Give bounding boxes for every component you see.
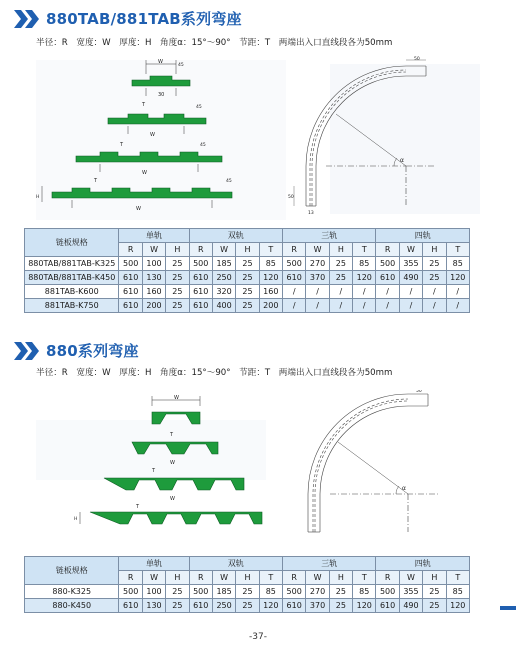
dim-w-label: W [174, 395, 179, 401]
value-cell: 400 [212, 299, 235, 313]
dim-t-label: T [94, 178, 98, 184]
value-cell: / [376, 299, 399, 313]
header-w: W [142, 243, 165, 257]
value-cell: 25 [166, 585, 189, 599]
header-h: H [236, 243, 259, 257]
value-cell: 130 [142, 271, 165, 285]
value-cell: 25 [236, 299, 259, 313]
header-h: H [329, 571, 352, 585]
double-chevron-icon [14, 342, 40, 360]
dim-t-label: T [152, 468, 156, 474]
header-w: W [212, 571, 235, 585]
value-cell: 500 [119, 585, 142, 599]
value-cell: 100 [142, 257, 165, 271]
header-double-rail: 双轨 [189, 557, 282, 571]
value-cell: 25 [236, 257, 259, 271]
header-single-rail: 单轨 [119, 229, 189, 243]
dim-50-label: 50 [288, 195, 294, 200]
header-r: R [189, 243, 212, 257]
parameter-description: 半径：R 宽度：W 厚度：H 角度α：15°～90° 节距：T 两端出入口直线段各为50mm [36, 368, 393, 378]
value-cell: 500 [283, 257, 306, 271]
table-row [25, 285, 470, 299]
value-cell: / [306, 299, 329, 313]
value-cell: 490 [399, 271, 422, 285]
value-cell: / [376, 285, 399, 299]
value-cell: / [423, 299, 446, 313]
value-cell: 610 [283, 599, 306, 613]
dim-t-label: T [136, 504, 140, 510]
header-h: H [166, 571, 189, 585]
value-cell: / [423, 285, 446, 299]
table-row [25, 257, 470, 271]
dim-45-label: 45 [178, 63, 184, 68]
profile-quad-rail [90, 512, 262, 524]
dim-45-label: 45 [226, 179, 232, 184]
profile-triple-rail [76, 152, 222, 162]
value-cell: 25 [236, 271, 259, 285]
value-cell: 490 [399, 599, 422, 613]
header-t: T [446, 571, 469, 585]
value-cell: 25 [423, 585, 446, 599]
header-h: H [236, 571, 259, 585]
model-cell: 880-K325 [25, 585, 119, 599]
header-h: H [423, 243, 446, 257]
value-cell: 355 [399, 585, 422, 599]
dim-w-label: W [150, 132, 155, 138]
value-cell: 25 [329, 257, 352, 271]
header-w: W [142, 571, 165, 585]
header-quad-rail: 四轨 [376, 229, 470, 243]
header-r: R [376, 571, 399, 585]
header-w: W [306, 571, 329, 585]
value-cell: 25 [329, 585, 352, 599]
value-cell: 85 [353, 585, 376, 599]
value-cell: 25 [329, 271, 352, 285]
spec-table-880 [24, 556, 470, 613]
value-cell: 160 [259, 285, 282, 299]
header-r: R [283, 243, 306, 257]
value-cell: 200 [142, 299, 165, 313]
header-t: T [446, 243, 469, 257]
profile-drawings-tab [36, 56, 296, 216]
value-cell: 25 [329, 599, 352, 613]
header-triple-rail: 三轨 [283, 557, 376, 571]
dim-t-label: T [120, 142, 124, 148]
value-cell: 370 [306, 271, 329, 285]
model-cell: 881TAB-K600 [25, 285, 119, 299]
value-cell: 120 [353, 271, 376, 285]
header-t: T [353, 243, 376, 257]
dim-50-label: 50 [414, 57, 420, 62]
header-quad-rail: 四轨 [376, 557, 470, 571]
header-w: W [399, 571, 422, 585]
parameter-description: 半径：R 宽度：W 厚度：H 角度α：15°～90° 节距：T 两端出入口直线段各为50mm [36, 38, 393, 48]
value-cell: 320 [212, 285, 235, 299]
value-cell: 130 [142, 599, 165, 613]
header-t: T [259, 243, 282, 257]
profile-single-rail [132, 76, 190, 86]
profile-triple-rail [104, 478, 244, 490]
value-cell: 500 [119, 257, 142, 271]
profile-drawings-880 [60, 392, 290, 532]
value-cell: / [329, 285, 352, 299]
dim-13-label: 13 [308, 211, 314, 216]
value-cell: 85 [259, 257, 282, 271]
value-cell: 610 [189, 299, 212, 313]
value-cell: / [353, 299, 376, 313]
value-cell: 500 [376, 257, 399, 271]
double-chevron-icon [14, 10, 40, 28]
value-cell: 120 [446, 599, 469, 613]
value-cell: 355 [399, 257, 422, 271]
header-h: H [329, 243, 352, 257]
table-row [25, 299, 470, 313]
model-cell: 880TAB/881TAB-K325 [25, 257, 119, 271]
angle-alpha-label: α [402, 485, 406, 492]
value-cell: 610 [189, 271, 212, 285]
value-cell: 120 [353, 599, 376, 613]
value-cell: 25 [423, 271, 446, 285]
profile-quad-rail [52, 188, 232, 198]
page-title: 880TAB/881TAB系列弯座 [46, 10, 242, 28]
value-cell: / [329, 299, 352, 313]
value-cell: / [306, 285, 329, 299]
value-cell: 185 [212, 257, 235, 271]
value-cell: 610 [119, 599, 142, 613]
value-cell: 370 [306, 599, 329, 613]
value-cell: 500 [189, 585, 212, 599]
value-cell: 25 [236, 599, 259, 613]
value-cell: 270 [306, 585, 329, 599]
dim-w-label: W [142, 170, 147, 176]
value-cell: 200 [259, 299, 282, 313]
value-cell: 25 [166, 285, 189, 299]
table-row [25, 271, 470, 285]
profile-double-rail [108, 114, 206, 124]
value-cell: 25 [166, 271, 189, 285]
spec-table-tab [24, 228, 470, 313]
header-t: T [353, 571, 376, 585]
profile-single-rail [152, 412, 200, 424]
value-cell: 610 [189, 285, 212, 299]
header-model: 链板规格 [25, 557, 119, 585]
value-cell: 120 [259, 271, 282, 285]
value-cell: / [446, 299, 469, 313]
dim-45-label: 45 [196, 105, 202, 110]
value-cell: 85 [353, 257, 376, 271]
header-double-rail: 双轨 [189, 229, 282, 243]
header-w: W [306, 243, 329, 257]
header-single-rail: 单轨 [119, 557, 189, 571]
header-w: W [212, 243, 235, 257]
profile-double-rail [132, 442, 218, 454]
dim-h-label: H [74, 517, 78, 522]
header-model: 链板规格 [25, 229, 119, 257]
value-cell: 610 [283, 271, 306, 285]
value-cell: 100 [142, 585, 165, 599]
value-cell: 610 [119, 299, 142, 313]
page-number: -37- [249, 632, 267, 642]
model-cell: 881TAB-K750 [25, 299, 119, 313]
value-cell: 610 [189, 599, 212, 613]
dim-w-label: W [170, 460, 175, 466]
header-w: W [399, 243, 422, 257]
value-cell: 270 [306, 257, 329, 271]
header-r: R [119, 243, 142, 257]
value-cell: 250 [212, 599, 235, 613]
value-cell: / [353, 285, 376, 299]
value-cell: 25 [166, 599, 189, 613]
dim-30-label: 30 [158, 92, 165, 98]
header-r: R [189, 571, 212, 585]
decorative-bar [500, 606, 516, 610]
value-cell: 85 [446, 257, 469, 271]
header-r: R [376, 243, 399, 257]
value-cell: 610 [119, 285, 142, 299]
value-cell: / [399, 299, 422, 313]
dim-t-label: T [170, 432, 174, 438]
value-cell: 120 [446, 271, 469, 285]
value-cell: 500 [283, 585, 306, 599]
header-t: T [259, 571, 282, 585]
value-cell: 25 [166, 299, 189, 313]
value-cell: 25 [236, 285, 259, 299]
value-cell: 500 [189, 257, 212, 271]
value-cell: 610 [376, 271, 399, 285]
value-cell: / [399, 285, 422, 299]
value-cell: 610 [376, 599, 399, 613]
section-title-880tab [14, 8, 242, 29]
value-cell: 85 [446, 585, 469, 599]
dim-50-label: 50 [416, 390, 422, 394]
angle-alpha-label: α [400, 157, 404, 164]
value-cell: / [283, 285, 306, 299]
value-cell: 25 [236, 585, 259, 599]
value-cell: / [446, 285, 469, 299]
header-r: R [283, 571, 306, 585]
value-cell: 85 [259, 585, 282, 599]
model-cell: 880-K450 [25, 599, 119, 613]
value-cell: 185 [212, 585, 235, 599]
dim-t-label: T [142, 102, 146, 108]
value-cell: / [283, 299, 306, 313]
value-cell: 250 [212, 271, 235, 285]
value-cell: 25 [423, 599, 446, 613]
model-cell: 880TAB/881TAB-K450 [25, 271, 119, 285]
dim-w-label: W [170, 496, 175, 502]
dim-w-label: W [158, 59, 163, 65]
value-cell: 500 [376, 585, 399, 599]
value-cell: 160 [142, 285, 165, 299]
value-cell: 120 [259, 599, 282, 613]
header-h: H [423, 571, 446, 585]
table-row [25, 599, 470, 613]
header-h: H [166, 243, 189, 257]
dim-45-label: 45 [200, 143, 206, 148]
header-triple-rail: 三轨 [283, 229, 376, 243]
dim-w-label: W [136, 206, 141, 212]
dim-h-label: H [36, 195, 40, 200]
header-r: R [119, 571, 142, 585]
table-row [25, 585, 470, 599]
value-cell: 25 [423, 257, 446, 271]
value-cell: 25 [166, 257, 189, 271]
bend-arc-drawing-tab [286, 56, 446, 216]
section-title-880 [14, 340, 139, 361]
bend-arc-drawing-880 [290, 390, 450, 540]
value-cell: 610 [119, 271, 142, 285]
section-heading: 880系列弯座 [46, 342, 139, 360]
